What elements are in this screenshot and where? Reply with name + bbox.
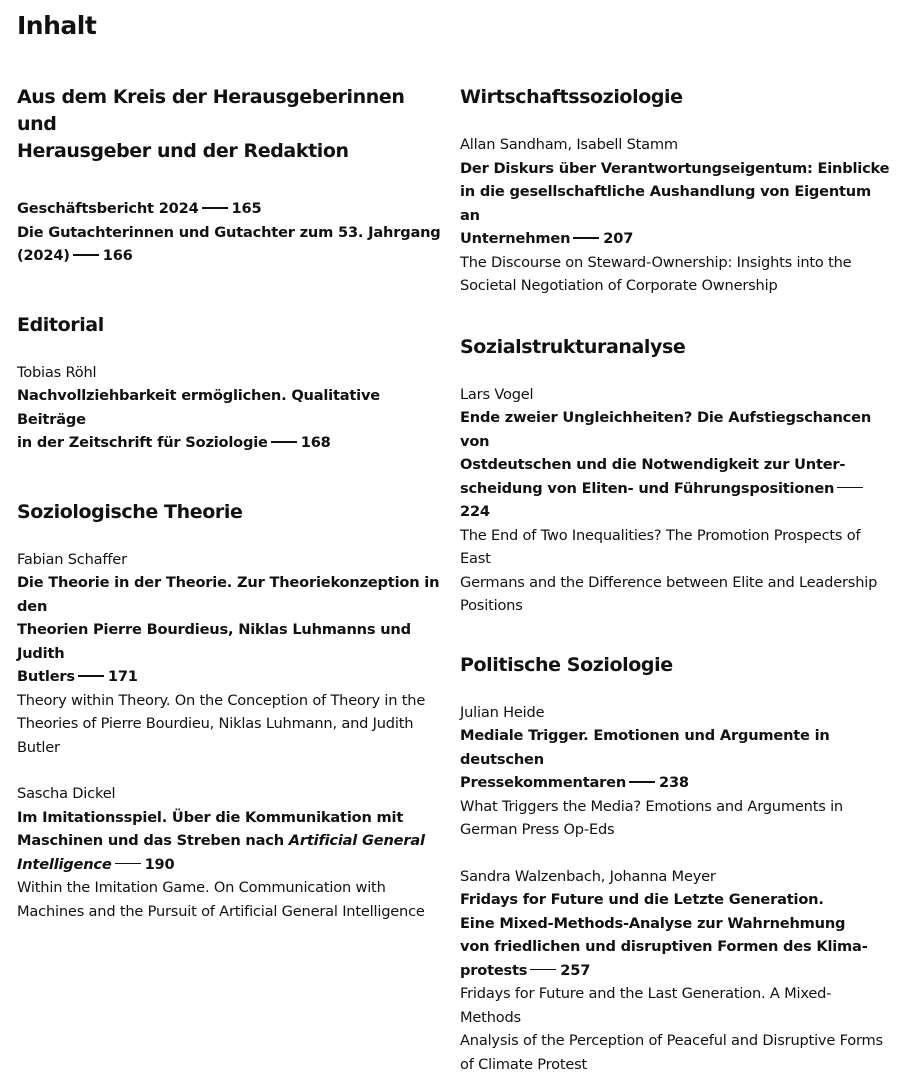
translation-line: Butler — [17, 736, 442, 760]
page-number: 238 — [659, 774, 689, 791]
section-heading: Soziologische Theorie — [17, 499, 442, 526]
entry-translation — [17, 876, 442, 923]
translation-line: What Triggers the Media? Emotions and Arguments in — [460, 795, 890, 819]
toc-entry[interactable] — [17, 361, 442, 455]
translation-line: Within the Imitation Game. On Communication with — [17, 876, 442, 900]
right-column — [460, 84, 890, 1076]
entry-title[interactable] — [17, 806, 442, 877]
section-politische-soziologie — [460, 652, 890, 1076]
entry-author: Tobias Röhl — [17, 361, 442, 385]
entry-title-italic: Intelligence — [17, 856, 112, 873]
dash-separator — [573, 237, 599, 238]
toc-entry[interactable] — [460, 133, 890, 298]
entry-title[interactable] — [460, 724, 890, 795]
section-heading: Editorial — [17, 312, 442, 339]
entry-title[interactable] — [460, 888, 890, 982]
translation-line: The End of Two Inequalities? The Promotion Prospects of East — [460, 524, 890, 571]
toc-entry[interactable] — [460, 701, 890, 842]
entry-author: Sascha Dickel — [17, 782, 442, 806]
entry-title[interactable] — [17, 571, 442, 689]
entry-title-text: Nachvollziehbarkeit ermöglichen. Qualitative Beiträge — [17, 384, 442, 431]
dash-separator — [837, 487, 863, 488]
entry-translation — [460, 795, 890, 842]
section-heading: Politische Soziologie — [460, 652, 890, 679]
section-heading-line: Herausgeber und der Redaktion — [17, 138, 442, 165]
entry-translation — [460, 524, 890, 618]
section-heading — [17, 84, 442, 165]
entry-title-text: in der Zeitschrift für Soziologie — [17, 434, 268, 451]
entry-title-text: Unternehmen — [460, 230, 570, 247]
dash-separator — [73, 254, 99, 255]
entry-author: Allan Sandham, Isabell Stamm — [460, 133, 890, 157]
translation-line: Germans and the Difference between Elite and Leadership — [460, 571, 890, 595]
entry-title-text: in die gesellschaftliche Aushandlung von Eigentum an — [460, 180, 890, 227]
dash-separator — [271, 441, 297, 442]
page-number: 190 — [145, 856, 175, 873]
dash-separator — [202, 207, 228, 208]
entry-title-text: (2024) — [17, 247, 70, 264]
page-number: 224 — [460, 503, 490, 520]
translation-line: Societal Negotiation of Corporate Ownership — [460, 274, 890, 298]
entry-title-text: Ostdeutschen und die Notwendigkeit zur Unter- — [460, 453, 890, 477]
entry-title-text: Geschäftsbericht 2024 — [17, 200, 199, 217]
entry-author: Sandra Walzenbach, Johanna Meyer — [460, 865, 890, 889]
page-number: 168 — [301, 434, 331, 451]
entry-title[interactable] — [460, 406, 890, 524]
entry-title-text: Die Theorie in der Theorie. Zur Theoriekonzeption in den — [17, 571, 442, 618]
entry-title-text: Im Imitationsspiel. Über die Kommunikation mit — [17, 806, 442, 830]
page-title: Inhalt — [17, 8, 96, 44]
translation-line: of Climate Protest — [460, 1053, 890, 1076]
entry-title-italic: Artificial General — [289, 832, 425, 849]
page-number: 166 — [103, 247, 133, 264]
dash-separator — [115, 863, 141, 864]
entry-title[interactable] — [17, 197, 442, 221]
entry-author: Julian Heide — [460, 701, 890, 725]
section-herausgeber — [17, 84, 442, 268]
entry-translation — [460, 982, 890, 1076]
entry-title[interactable] — [17, 221, 442, 268]
translation-line: Machines and the Pursuit of Artificial General Intelligence — [17, 900, 442, 924]
entry-title-text: Ende zweier Ungleichheiten? Die Aufstiegschancen von — [460, 406, 890, 453]
entry-title-text: scheidung von Eliten- und Führungspositionen — [460, 480, 834, 497]
toc-entry[interactable] — [17, 197, 442, 221]
entry-title-text: Eine Mixed-Methods-Analyse zur Wahrnehmung — [460, 912, 890, 936]
translation-line: Theory within Theory. On the Conception of Theory in the — [17, 689, 442, 713]
entry-title-text: Theorien Pierre Bourdieus, Niklas Luhmanns und Judith — [17, 618, 442, 665]
entry-title[interactable] — [17, 384, 442, 455]
entry-title-text: Butlers — [17, 668, 75, 685]
section-editorial — [17, 312, 442, 455]
section-heading: Sozialstrukturanalyse — [460, 334, 890, 361]
translation-line: The Discourse on Steward-Ownership: Insights into the — [460, 251, 890, 275]
dash-separator — [78, 675, 104, 676]
section-sozialstrukturanalyse — [460, 334, 890, 618]
left-column — [17, 84, 442, 923]
toc-entry[interactable] — [17, 782, 442, 923]
translation-line: Theories of Pierre Bourdieu, Niklas Luhmann, and Judith — [17, 712, 442, 736]
entry-title-text: Fridays for Future und die Letzte Generation. — [460, 888, 890, 912]
entry-author: Fabian Schaffer — [17, 548, 442, 572]
page-number: 171 — [108, 668, 138, 685]
entry-title-text: von friedlichen und disruptiven Formen des Klima- — [460, 935, 890, 959]
entry-title-text: Der Diskurs über Verantwortungseigentum: Einblicke — [460, 157, 890, 181]
entry-title-text: Pressekommentaren — [460, 774, 626, 791]
translation-line: German Press Op-Eds — [460, 818, 890, 842]
entry-title-text: protests — [460, 962, 527, 979]
entry-title[interactable] — [460, 157, 890, 251]
entry-translation — [17, 689, 442, 760]
section-soziologische-theorie — [17, 499, 442, 924]
translation-line: Positions — [460, 594, 890, 618]
entry-translation — [460, 251, 890, 298]
dash-separator — [530, 969, 556, 970]
toc-entry[interactable] — [460, 865, 890, 1076]
page-number: 165 — [232, 200, 262, 217]
toc-entry[interactable] — [460, 383, 890, 618]
toc-entry[interactable] — [17, 221, 442, 268]
translation-line: Fridays for Future and the Last Generation. A Mixed-Methods — [460, 982, 890, 1029]
entry-title-text: Maschinen und das Streben nach — [17, 832, 289, 849]
dash-separator — [629, 781, 655, 782]
section-wirtschaftssoziologie — [460, 84, 890, 298]
section-heading: Wirtschaftssoziologie — [460, 84, 890, 111]
section-heading-line: Aus dem Kreis der Herausgeberinnen und — [17, 84, 442, 138]
page-number: 257 — [560, 962, 590, 979]
page-number: 207 — [603, 230, 633, 247]
entry-author: Lars Vogel — [460, 383, 890, 407]
entry-title-text: Die Gutachterinnen und Gutachter zum 53. Jahrgang — [17, 221, 442, 245]
translation-line: Analysis of the Perception of Peaceful and Disruptive Forms — [460, 1029, 890, 1053]
entry-title-text: Mediale Trigger. Emotionen und Argumente in deutschen — [460, 724, 890, 771]
toc-entry[interactable] — [17, 548, 442, 760]
